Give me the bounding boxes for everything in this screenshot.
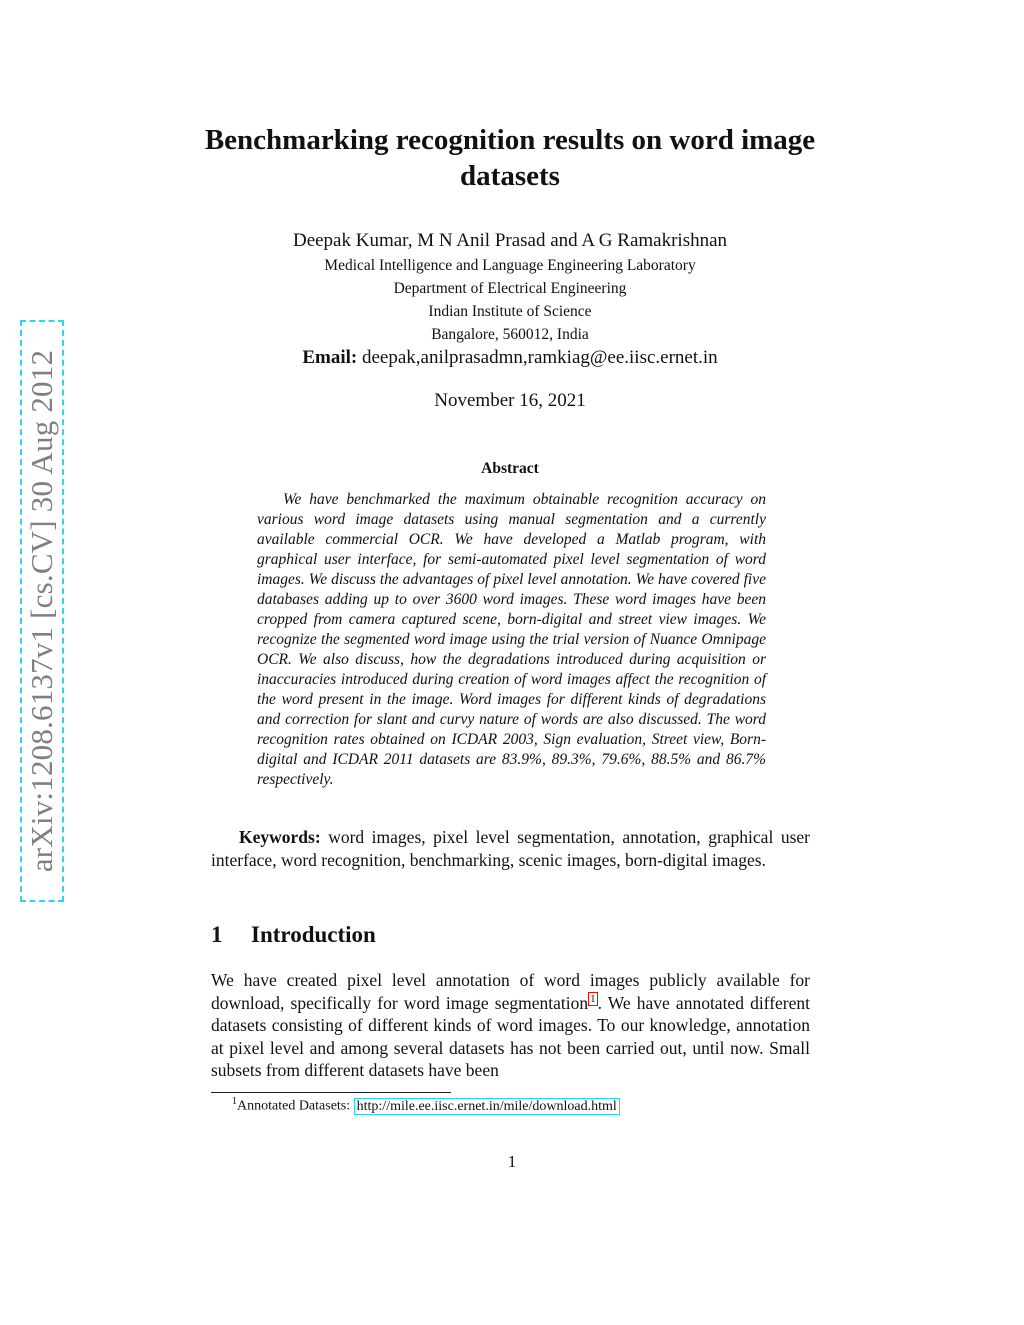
affiliation-lab: Medical Intelligence and Language Engineering Laboratory: [324, 257, 696, 274]
section-number: 1: [211, 922, 223, 947]
publication-date: November 16, 2021: [434, 390, 586, 411]
page-number: 1: [507, 1152, 517, 1171]
introduction-paragraph: [211, 969, 810, 1082]
footnote: [232, 1096, 620, 1115]
affiliation-city: Bangalore, 560012, India: [431, 326, 589, 343]
affiliation-department: Department of Electrical Engineering: [393, 280, 627, 297]
footnote-url-link[interactable]: http://mile.ee.iisc.ernet.in/mile/download.html: [354, 1098, 620, 1115]
arxiv-stamp[interactable]: [20, 320, 64, 902]
keywords-paragraph: [211, 826, 810, 871]
arxiv-identifier: arXiv:1208.6137v1 [cs.CV] 30 Aug 2012: [24, 349, 59, 873]
footnote-mark: 1: [232, 1096, 237, 1107]
intro-text-start: We have created pixel level annotation of word images publicly available for download, specifically for word image segmentation: [211, 970, 810, 1013]
email-address: deepak,anilprasadmn,ramkiag@ee.iisc.ernet.in: [361, 347, 718, 368]
keywords-text: word images, pixel level segmentation, annotation, graphical user interface, word recognition, benchmarking, scenic images, born-digital images.: [211, 827, 810, 870]
email-label: Email:: [302, 347, 358, 368]
footnote-reference-link[interactable]: 1: [590, 992, 596, 1005]
footnote-label: Annotated Datasets:: [237, 1098, 351, 1114]
footnote-divider: [211, 1092, 451, 1093]
section-heading: [211, 922, 376, 948]
abstract-text: We have benchmarked the maximum obtainable recognition accuracy on various word image datasets using manual segmentation and a currently available commercial OCR. We have developed a Matlab program, with graphical user interface, for semi-automated pixel level segmentation of word images. We discuss the advantages of pixel level annotation. We have covered five databases adding up to over 3600 word images. These word images have been cropped from camera captured scene, born-digital and street view images. We recognize the segmented word image using the trial version of Nuance Omnipage OCR. We also discuss, how the degradations introduced during acquisition or inaccuracies introduced during creation of word images affect the recognition of the word present in the image. Word images for different kinds of degradations and correction for slant and curvy nature of words are also discussed. The word recognition rates obtained on ICDAR 2003, Sign evaluation, Street view, Born-digital and ICDAR 2011 datasets are 83.9%, 89.3%, 79.6%, 88.5% and 86.7% respectively.: [257, 491, 766, 788]
abstract-heading: Abstract: [481, 460, 539, 477]
section-title: Introduction: [251, 922, 376, 947]
paper-title: Benchmarking recognition results on word image datasets: [204, 124, 816, 192]
intro-text-end: . We have annotated different datasets consisting of different kinds of word images. To our knowledge, annotation at pixel level and among several datasets has not been carried out, until now. Small subsets from different datasets have been: [211, 992, 810, 1081]
affiliation-institute: Indian Institute of Science: [428, 303, 592, 320]
email-line: [200, 347, 820, 369]
authors: Deepak Kumar, M N Anil Prasad and A G Ramakrishnan: [292, 230, 728, 251]
keywords-label: Keywords:: [239, 827, 321, 847]
